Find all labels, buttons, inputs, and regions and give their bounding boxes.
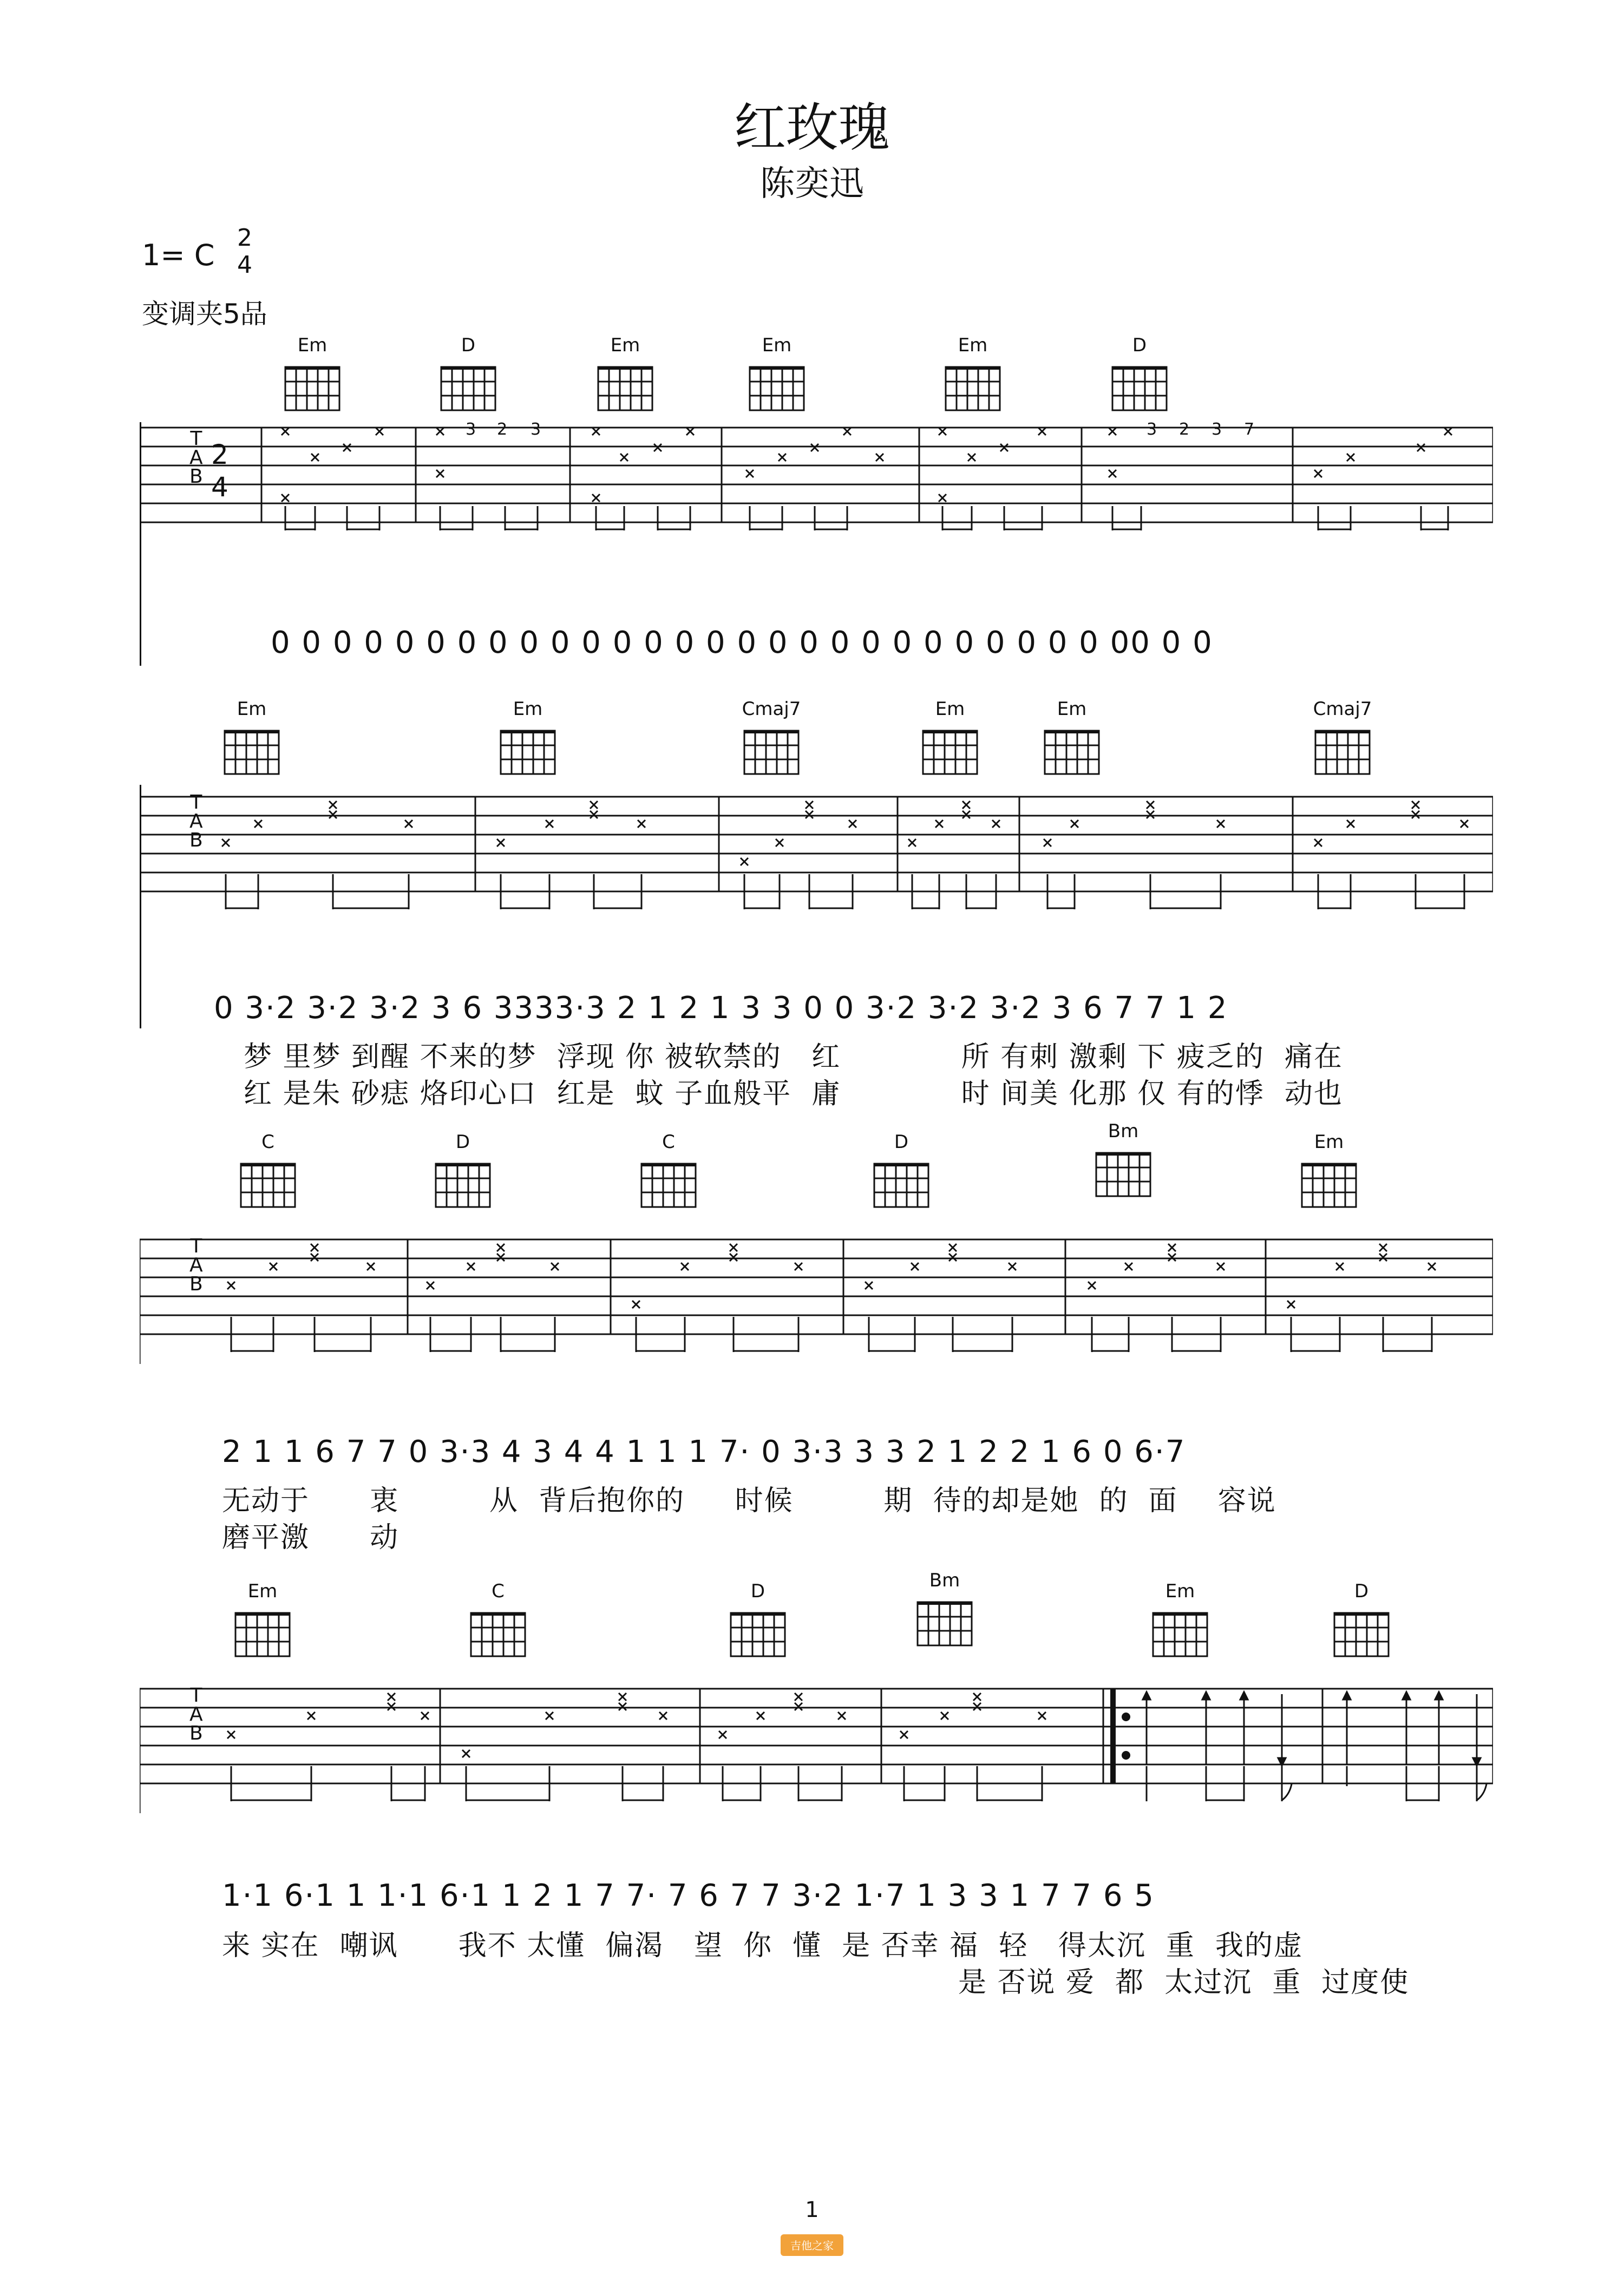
chord-name: Cmaj7 [1313, 698, 1372, 720]
chord-name: Em [297, 334, 328, 356]
chord-name: Bm [1108, 1120, 1139, 1142]
jianpu-line: 0 0 0 0 0 0 0 0 0 0 0 0 0 0 0 0 0 0 0 0 0 0 0 0 0 0 0 00 0 0 [271, 625, 1213, 660]
lyrics-line: 梦 里梦 到醒 不来的梦 浮现 你 被软禁的 红 所 有刺 激剩 下 疲乏的 痛在 [244, 1041, 1343, 1073]
time-signature-top: 2 [237, 224, 252, 252]
song-title: 红玫瑰 [734, 97, 890, 158]
chord-diagram [909, 1570, 980, 1656]
chord-name: Em [1165, 1580, 1195, 1602]
chord-name: Em [1057, 698, 1087, 720]
chord-name: Em [935, 698, 965, 720]
chord-diagram [633, 1131, 704, 1218]
fret-number: 2 [497, 420, 508, 439]
chord-name: D [1132, 334, 1147, 356]
tab-staff [140, 1229, 1493, 1364]
chord-name: C [492, 1580, 505, 1602]
tab-staff [140, 785, 1493, 920]
chord-diagram [1294, 1131, 1364, 1218]
chord-diagram [1307, 698, 1378, 785]
lyrics-line: 来 实在 嘲讽 我不 太懂 偏渴 望 你 懂 是 否幸 福 轻 得太沉 重 我的虚 [222, 1930, 1303, 1962]
lyrics-line: 无动于 衷 从 背后抱你的 时候 期 待的却是她 的 面 容说 [222, 1485, 1276, 1517]
chord-name: Em [762, 334, 792, 356]
chord-diagram [590, 334, 660, 421]
chord-diagram [1145, 1580, 1215, 1667]
chord-diagram [866, 1131, 937, 1218]
chord-diagram [277, 334, 348, 421]
tab-staff [140, 1678, 1493, 1813]
tab-time-signature: 2 4 [211, 439, 228, 503]
system-bracket [140, 785, 141, 1028]
chord-diagram [217, 698, 287, 785]
chord-diagram [723, 1580, 793, 1667]
lyrics-line: 是 否说 爱 都 太过沉 重 过度使 [958, 1966, 1410, 1999]
lyrics-line: 磨平激 动 [222, 1521, 400, 1554]
chord-diagram [742, 334, 812, 421]
chord-name: Bm [929, 1570, 960, 1591]
fret-number: 3 [466, 420, 476, 439]
chord-diagram [736, 698, 807, 785]
chord-diagram [1088, 1120, 1158, 1207]
tab-clef: T A B [189, 1684, 203, 1744]
chord-diagram [1326, 1580, 1397, 1667]
artist-name: 陈奕迅 [760, 164, 864, 204]
tab-clef: T A B [189, 1235, 203, 1295]
chord-name: Em [1314, 1131, 1344, 1153]
chord-name: D [461, 334, 476, 356]
lyrics-line: 红 是朱 砂痣 烙印心口 红是 蚊 子血般平 庸 时 间美 化那 仅 有的悸 动也 [244, 1078, 1343, 1110]
jianpu-line: 2 1 1 6 7 7 0 3·3 4 3 4 4 1 1 1 7· 0 3·3 3 3 2 1 2 2 1 6 0 6·7 [222, 1434, 1186, 1470]
chord-name: Em [247, 1580, 278, 1602]
jianpu-line: 0 3·2 3·2 3·2 3 6 3333·3 2 1 2 1 3 3 0 0 3·2 3·2 3·2 3 6 7 7 1 2 [214, 990, 1228, 1026]
time-signature-bottom: 4 [237, 251, 252, 279]
jianpu-line: 1·1 6·1 1 1·1 6·1 1 2 1 7 7· 7 6 7 7 3·2 1·7 1 3 3 1 7 7 6 5 [222, 1878, 1155, 1913]
chord-name: Em [958, 334, 988, 356]
chord-name: Em [237, 698, 267, 720]
tab-clef: T A B [189, 428, 203, 488]
chord-name: Em [610, 334, 640, 356]
chord-name: D [894, 1131, 909, 1153]
chord-name: Em [513, 698, 543, 720]
chord-diagram [433, 334, 503, 421]
chord-diagram [493, 698, 563, 785]
fret-number: 3 [1212, 420, 1222, 439]
chord-name: Cmaj7 [742, 698, 801, 720]
key-signature: 1= C [142, 238, 215, 272]
chord-diagram [1104, 334, 1175, 421]
fret-number: 3 [1147, 420, 1157, 439]
capo-note: 变调夹5品 [142, 298, 267, 330]
chord-diagram [1037, 698, 1107, 785]
fret-number: 7 [1244, 420, 1255, 439]
tab-staff [140, 422, 1493, 530]
svg-text:吉他之家: 吉他之家 [790, 2239, 834, 2252]
chord-diagram [463, 1580, 533, 1667]
chord-name: D [750, 1580, 765, 1602]
chord-diagram [233, 1131, 303, 1218]
chord-diagram [227, 1580, 298, 1667]
page-number: 1 [805, 2197, 819, 2222]
chord-diagram [428, 1131, 498, 1218]
chord-name: C [662, 1131, 675, 1153]
chord-name: D [1354, 1580, 1369, 1602]
chord-diagram [915, 698, 985, 785]
site-logo [780, 2230, 844, 2262]
chord-name: D [455, 1131, 470, 1153]
fret-number: 2 [1179, 420, 1190, 439]
chord-diagram [938, 334, 1008, 421]
tab-clef: T A B [189, 791, 203, 851]
system-bracket [140, 422, 141, 666]
fret-number: 3 [531, 420, 541, 439]
chord-name: C [261, 1131, 274, 1153]
